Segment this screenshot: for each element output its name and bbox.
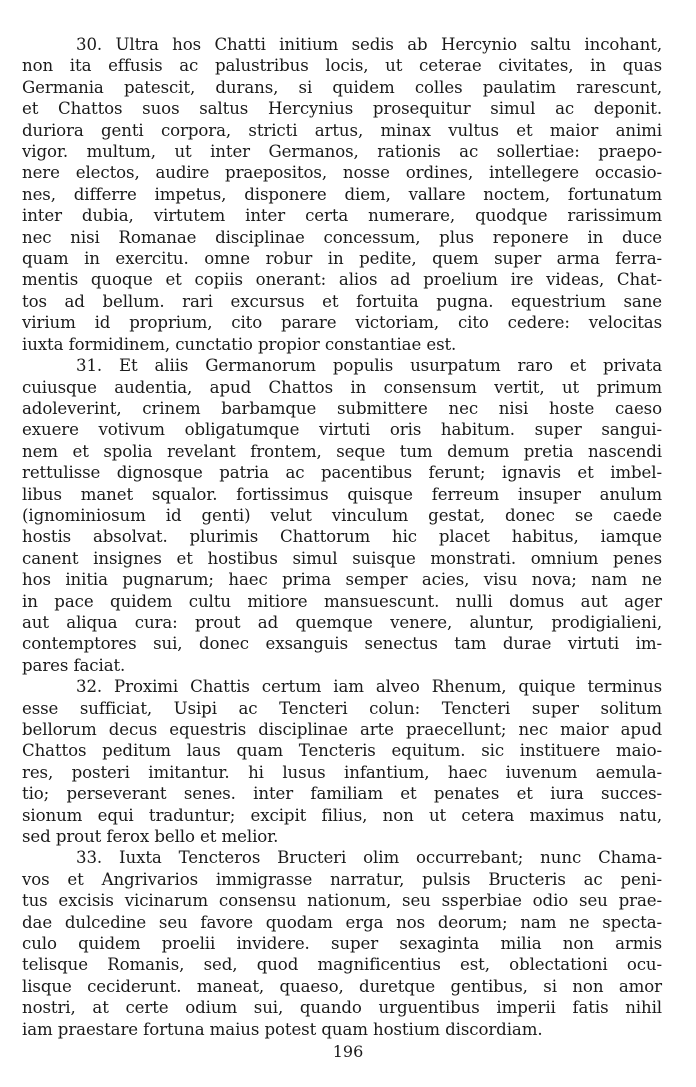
text-line: nes, differre impetus, disponere diem, vallare noctem, fortunatum [22,184,662,204]
text-line: culo quidem proelii invidere. super sexaginta milia non armis [22,934,662,954]
paragraph-3 [22,676,662,847]
text-line: nostri, at certe odium sui, quando urguentibus imperii fatis nihil [22,998,662,1018]
text-line: (ignominiosum id genti) velut vinculum gestat, donec se caede [22,505,662,525]
text-line: bellorum decus equestris disciplinae arte praecellunt; nec maior apud [22,720,662,739]
text-line: inter dubia, virtutem inter certa numerare, quodque rarissimum [22,206,662,226]
text-line: 30. Ultra hos Chatti initium sedis ab Hercynio saltu incohant, [76,35,662,54]
text-line: 33. Iuxta Tencteros Bructeri olim occurrebant; nunc Chama- [76,848,662,868]
text-line: nere electos, audire praepositos, nosse ordines, intellegere occasio- [22,163,662,183]
text-line: aut aliqua cura: prout ad quemque venere, aluntur, prodigialieni, [22,612,662,632]
text-line: hos initia pugnarum; haec prima semper acies, visu nova; nam ne [22,570,662,590]
paragraph-2 [22,355,662,676]
text-line: Germania patescit, durans, si quidem colles paulatim rarescunt, [22,77,662,97]
text-line: mentis quoque et copiis onerant: alios ad proelium ire videas, Chat- [22,270,662,290]
text-line: lisque ceciderunt. maneat, quaeso, duretque gentibus, si non amor [22,976,662,996]
text-line: contemptores sui, donec exsanguis senectus tam durae virtuti im- [22,634,662,654]
text-line: dae dulcedine seu favore quodam erga nos deorum; nam ne specta- [22,912,662,932]
text-line: exuere votivum obligatumque virtuti oris habitum. super sangui- [22,420,662,440]
text-line: hostis absolvat. plurimis Chattorum hic placet habitus, iamque [22,527,662,547]
text-line: Chattos peditum laus quam Tencteris equitum. sic instituere maio- [22,741,662,761]
text-block [22,34,662,1040]
text-line: iuxta formidinem, cunctatio propior constantiae est. [22,334,457,354]
text-line: tus excisis vicinarum consensu nationum, seu ssperbiae odio seu prae- [22,891,662,911]
text-line: nem et spolia revelant frontem, seque tum demum pretia nascendi [22,441,662,461]
text-line: libus manet squalor. fortissimus quisque ferreum insuper anulum [22,484,662,504]
text-line: tos ad bellum. rari excursus et fortuita pugna. equestrium sane [22,291,662,311]
text-line: canent insignes et hostibus simul suisque monstrati. omnium penes [22,548,662,568]
text-line: sed prout ferox bello et melior. [22,827,279,847]
text-line: rettulisse dignosque patria ac pacentibus ferunt; ignavis et imbel- [22,463,662,483]
text-line: vos et Angrivarios immigrasse narratur, pulsis Bructeris ac peni- [22,869,662,889]
paragraph-4 [22,847,662,1040]
text-line: telisque Romanis, sed, quod magnificentius est, oblectationi ocu- [22,955,662,975]
text-line: nec nisi Romanae disciplinae concessum, plus reponere in duce [22,227,662,247]
text-line: res, posteri imitantur. hi lusus infantium, haec iuvenum aemula- [22,762,662,782]
text-line: 32. Proximi Chattis certum iam alveo Rhenum, quique terminus [76,677,662,697]
text-line: et Chattos suos saltus Hercynius prosequitur simul ac deponit. [22,99,662,119]
text-line: vigor. multum, ut inter Germanos, rationis ac sollertiae: praepo- [22,142,662,162]
text-line: in pace quidem cultu mitiore mansuescunt. nulli domus aut ager [22,591,662,611]
text-line: iam praestare fortuna maius potest quam hostium discordiam. [22,1019,543,1039]
text-line: duriora genti corpora, stricti artus, minax vultus et maior animi [22,120,662,140]
paragraph-1 [22,34,662,355]
text-line: quam in exercitu. omne robur in pedite, quem super arma ferra- [22,249,662,269]
page-number: 196 [332,1042,364,1061]
text-line: virium id proprium, cito parare victoriam, cito cedere: velocitas [22,313,662,333]
text-line: cuiusque audentia, apud Chattos in consensum vertit, ut primum [22,377,662,397]
text-line: 31. Et aliis Germanorum populis usurpatum raro et privata [76,356,662,376]
text-line: tio; perseverant senes. inter familiam et penates et iura succes- [22,784,662,804]
text-line: sionum equi traduntur; excipit filius, non ut cetera maximus natu, [22,805,662,825]
text-line: esse sufficiat, Usipi ac Tencteri colun: Tencteri super solitum [22,698,662,718]
text-line: adoleverint, crinem barbamque submittere nec nisi hoste caeso [22,398,662,418]
text-line: pares faciat. [22,655,126,675]
text-line: non ita effusis ac palustribus locis, ut ceterae civitates, in quas [22,56,662,76]
